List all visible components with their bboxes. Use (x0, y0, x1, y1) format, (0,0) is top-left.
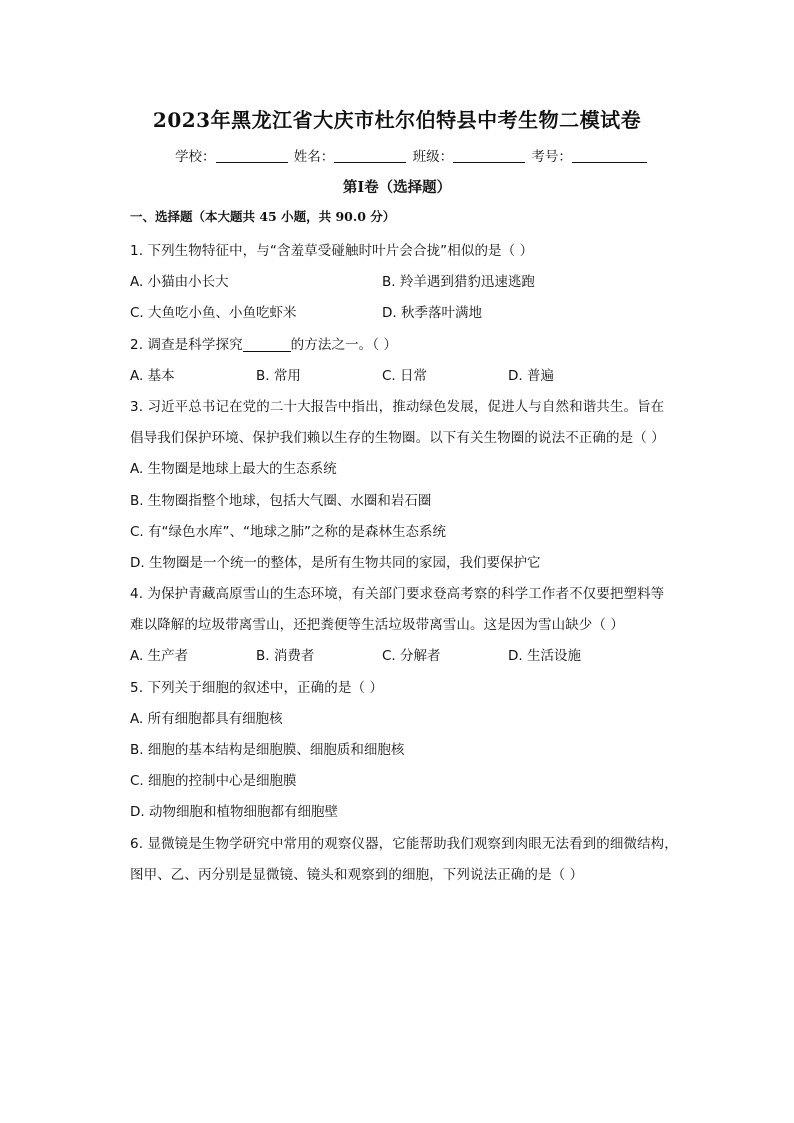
question-3-option-b: B. 生物圈指整个地球，包括大气圈、水圈和岩石圈 (130, 492, 432, 509)
question-5-option-b: B. 细胞的基本结构是细胞膜、细胞质和细胞核 (130, 742, 405, 758)
name-blank (334, 148, 406, 163)
question-4-option-a: A. 生产者 (130, 648, 189, 665)
name-label: 姓名： (293, 149, 335, 165)
question-3-option-a: A. 生物圈是地球上最大的生态系统 (130, 461, 337, 478)
question-6-text-line-2: 图甲、乙、丙分别是显微镜、镜头和观察到的细胞，下列说法正确的是（ ） (130, 866, 584, 883)
question-1-options-row-2 (130, 298, 700, 329)
class-blank (453, 148, 525, 163)
exam-no-label: 考号： (531, 149, 572, 165)
section-heading: 一、选择题（本大题共 45 小题，共 90.0 分） (130, 209, 396, 224)
volume-heading: 第Ⅰ卷（选择题） (342, 179, 452, 196)
question-1-option-b: B. 羚羊遇到猎豹迅速逃跑 (382, 274, 535, 291)
question-1-option-c: C. 大鱼吃小鱼、小鱼吃虾米 (130, 305, 297, 322)
question-2-text-post: 的方法之一。（ ） (290, 336, 398, 353)
question-list (130, 236, 700, 891)
question-2-option-c: C. 日常 (382, 367, 428, 384)
question-5-text: 5. 下列关于细胞的叙述中，正确的是（ ） (130, 679, 384, 696)
question-2-option-d: D. 普遍 (508, 367, 554, 384)
question-3-text-line-2: 倡导我们保护环境、保护我们赖以生存的生物圈。以下有关生物圈的说法不正确的是（ ） (130, 430, 665, 447)
student-info-row (175, 145, 649, 165)
question-4-text-line-2: 难以降解的垃圾带离雪山，还把粪便等生活垃圾带离雪山。这是因为雪山缺少（ ） (130, 617, 624, 634)
question-4-option-c: C. 分解者 (382, 648, 441, 665)
question-1-text: 1. 下列生物特征中，与“含羞草受碰触时叶片会合拢”相似的是（ ） (130, 243, 534, 259)
question-3-text-line-1: 3. 习近平总书记在党的二十大报告中指出，推动绿色发展，促进人与自然和谐共生。旨在 (130, 398, 665, 415)
question-6-text-line-1: 6. 显微镜是生物学研究中常用的观察仪器，它能帮助我们观察到肉眼无法看到的细微结构， (130, 835, 678, 852)
question-2-text-pre: 2. 调查是科学探究 (130, 336, 243, 353)
class-label: 班级： (412, 149, 454, 165)
question-3-option-c: C. 有“绿色水库”、“地球之肺”之称的是森林生态系统 (130, 523, 446, 540)
question-5-option-a: A. 所有细胞都具有细胞核 (130, 710, 283, 727)
page-title: 2023年黑龙江省大庆市杜尔伯特县中考生物二模试卷 (152, 108, 642, 132)
question-5-option-d: D. 动物细胞和植物细胞都有细胞壁 (130, 804, 338, 821)
question-2-fill-blank (243, 335, 291, 352)
question-3-option-d: D. 生物圈是一个统一的整体，是所有生物共同的家园，我们要保护它 (130, 554, 541, 571)
question-2-text (130, 330, 700, 361)
question-1-option-a: A. 小猫由小长大 (130, 274, 229, 291)
question-4-options (130, 641, 700, 672)
question-4-option-d: D. 生活设施 (508, 648, 581, 665)
exam-no-blank (572, 148, 647, 163)
question-2-option-b: B. 常用 (256, 367, 301, 384)
school-blank (216, 148, 288, 163)
question-2-options (130, 361, 700, 392)
school-label: 学校： (175, 149, 216, 165)
question-4-text-line-1: 4. 为保护青藏高原雪山的生态环境，有关部门要求登高考察的科学工作者不仅要把塑料等 (130, 586, 665, 603)
question-2-option-a: A. 基本 (130, 367, 175, 384)
question-1-option-d: D. 秋季落叶满地 (382, 305, 482, 322)
question-5-option-c: C. 细胞的控制中心是细胞膜 (130, 773, 297, 790)
question-4-option-b: B. 消费者 (256, 648, 315, 665)
question-1-options-row-1 (130, 267, 700, 298)
